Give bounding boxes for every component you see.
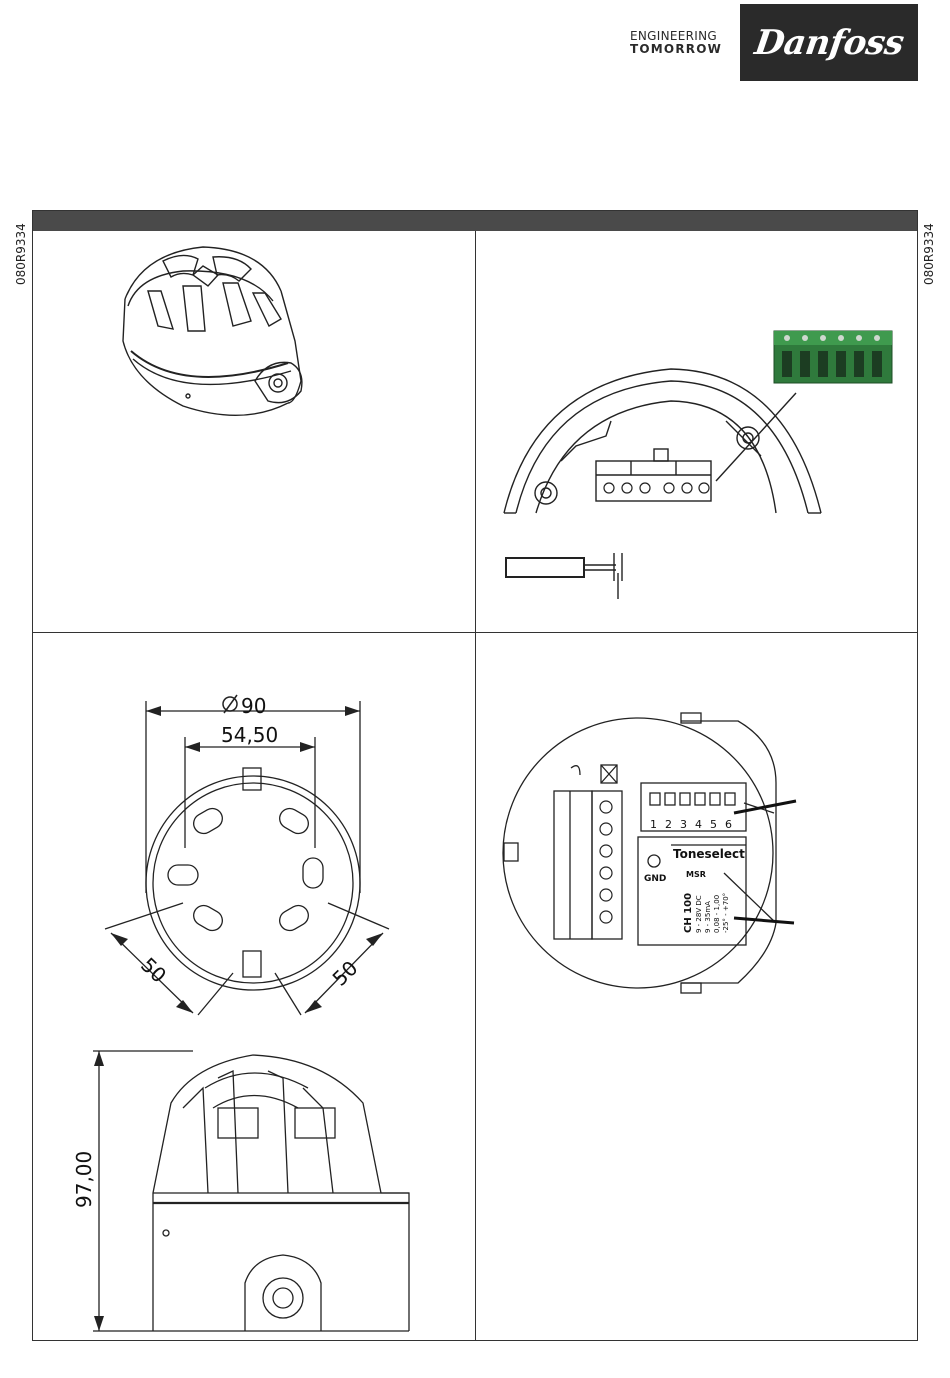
base-terminal-drawing: [476, 231, 917, 633]
dip-number-1: 1: [650, 818, 657, 831]
brand-logo-text: Danfoss: [752, 22, 906, 63]
dip-number-3: 3: [680, 818, 687, 831]
dip-number-4: 4: [695, 818, 702, 831]
dimension-drawing: [33, 633, 476, 1340]
dip-number-5: 5: [710, 818, 717, 831]
section-title-bar: [33, 211, 917, 231]
board-model: CH 100: [683, 892, 694, 933]
spec-current: 9 - 35mA: [704, 901, 712, 933]
sounder-isometric-drawing: [33, 231, 476, 633]
terminal-board-drawing: [476, 633, 917, 1340]
dip-number-2: 2: [665, 818, 672, 831]
terminal-block-photo: [774, 331, 892, 383]
tagline-line-2: TOMORROW: [630, 42, 723, 56]
spec-voltage: 9 - 28V DC: [695, 895, 703, 933]
instruction-frame: [32, 210, 918, 1341]
dimension-diagonal-left: 50: [136, 952, 172, 988]
dimension-height: 97,00: [72, 1150, 96, 1208]
tagline-line-1: ENGINEERING: [630, 29, 717, 43]
panel-terminal-board: [476, 633, 917, 1340]
dip-number-6: 6: [725, 818, 732, 831]
gnd-label: GND: [644, 874, 667, 884]
brand-logo: [740, 4, 918, 81]
panel-dimensions: [33, 633, 476, 1340]
dimension-diameter: 90: [241, 694, 267, 718]
dimension-diagonal-right: 50: [327, 955, 363, 991]
document-code-right: 080R9334: [922, 223, 936, 285]
document-code-left: 080R9334: [14, 223, 28, 285]
spec-range: 0,08 - 1,00: [713, 894, 721, 933]
panel-base-wiring: [476, 231, 917, 633]
board-title: Toneselect: [673, 847, 745, 861]
msr-badge: MSR: [686, 870, 706, 879]
dimension-inner-width: 54,50: [221, 723, 279, 747]
brand-tagline: [630, 30, 722, 56]
panel-product-view: [33, 231, 476, 633]
spec-temp: -25° - +70°: [722, 892, 730, 933]
